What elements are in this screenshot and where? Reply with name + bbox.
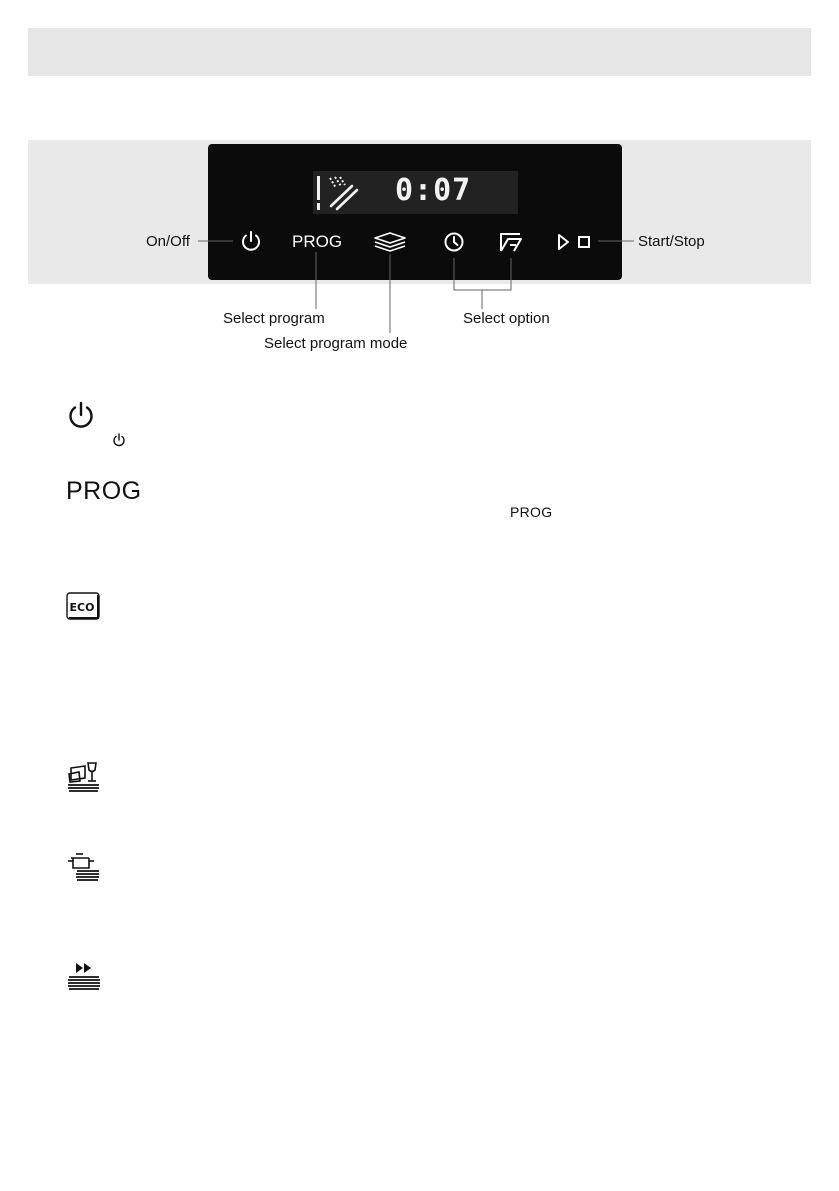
eco-icon bbox=[66, 592, 100, 620]
display-time: 0:07 bbox=[395, 173, 472, 208]
callout-select-option: Select option bbox=[463, 310, 550, 327]
pots-icon bbox=[67, 852, 101, 884]
callout-select-program-mode: Select program mode bbox=[264, 335, 408, 352]
callout-lines bbox=[0, 0, 839, 360]
prog-button[interactable]: PROG bbox=[292, 232, 343, 251]
fast-forward-icon bbox=[67, 961, 101, 993]
callout-start-stop: Start/Stop bbox=[638, 233, 705, 250]
power-icon-small bbox=[112, 433, 126, 447]
legend-prog-inline: PROG bbox=[510, 504, 553, 520]
legend-prog-label: PROG bbox=[66, 477, 142, 505]
callout-select-program: Select program bbox=[223, 310, 325, 327]
dishes-glass-icon bbox=[66, 760, 102, 794]
callout-on-off: On/Off bbox=[146, 233, 190, 250]
eco-icon-label: ECO bbox=[69, 601, 95, 614]
power-icon bbox=[66, 401, 96, 431]
